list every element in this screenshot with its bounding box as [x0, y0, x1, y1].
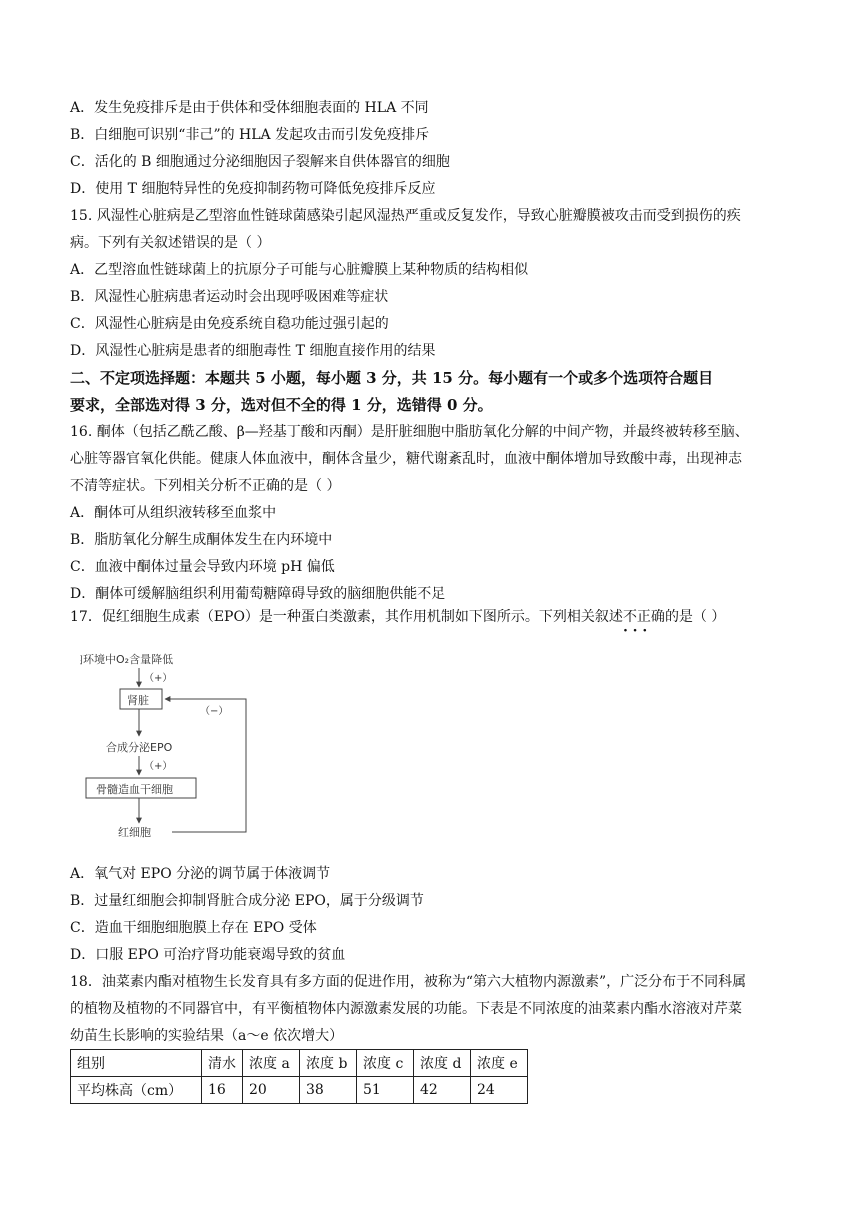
q17-stem [70, 607, 725, 627]
q16-stem-line3: 不清等症状。下列相关分析不正确的是（ ） [70, 478, 341, 494]
table-cell: 16 [202, 1077, 243, 1104]
q16-option-c: C．血液中酮体过量会导致内环境 pH 偏低 [70, 559, 335, 575]
o2-decrease-label: 内环境中O₂含量降低 [80, 653, 174, 666]
table-cell: 平均株高（cm） [71, 1077, 202, 1104]
table-cell: 24 [471, 1077, 528, 1104]
table-cell: 浓度 c [357, 1050, 414, 1077]
table-row [71, 1077, 528, 1104]
q17-stem-emphasis: 不正确 · · · [623, 609, 665, 625]
epo-flowchart [80, 650, 280, 850]
epo-secretion-label: 合成分泌EPO [106, 741, 173, 754]
table-cell: 42 [414, 1077, 471, 1104]
section2-heading-line2: 要求，全部选对得 3 分，选对但不全的得 1 分，选错得 0 分。 [70, 396, 493, 414]
negative-effect-label: （−） [200, 706, 229, 717]
kidney-label: 肾脏 [127, 694, 149, 707]
table-cell: 浓度 b [300, 1050, 357, 1077]
table-cell: 浓度 d [414, 1050, 471, 1077]
table-cell: 20 [243, 1077, 300, 1104]
table-cell: 38 [300, 1077, 357, 1104]
q15-option-c: C．风湿性心脏病是由免疫系统自稳功能过强引起的 [70, 316, 389, 332]
red-blood-cell-label: 红细胞 [118, 826, 151, 839]
q18-stem-line3: 幼苗生长影响的实验结果（a～e 依次增大） [70, 1028, 344, 1044]
positive-effect-label-1: （+） [144, 673, 173, 684]
q15-option-a: A．乙型溶血性链球菌上的抗原分子可能与心脏瓣膜上某种物质的结构相似 [70, 262, 529, 278]
section2-heading-line1: 二、不定项选择题：本题共 5 小题，每小题 3 分，共 15 分。每小题有一个或多个选项符合题目 [70, 369, 714, 387]
q16-option-a: A．酮体可从组织液转移至血浆中 [70, 505, 277, 521]
q15-stem-line2: 病。下列有关叙述错误的是（ ） [70, 235, 271, 251]
table-header-row [71, 1050, 528, 1077]
q17-option-d: D．口服 EPO 可治疗肾功能衰竭导致的贫血 [70, 947, 346, 963]
q16-stem-line2: 心脏等器官氧化供能。健康人体血液中，酮体含量少，糖代谢紊乱时，血液中酮体增加导致酸中毒，出现神志 [70, 451, 742, 467]
results-table [70, 1049, 528, 1104]
q14-option-c: C．活化的 B 细胞通过分泌细胞因子裂解来自供体器官的细胞 [70, 154, 450, 170]
table-cell: 清水 [202, 1050, 243, 1077]
q14-option-b: B．白细胞可识别“非己”的 HLA 发起攻击而引发免疫排斥 [70, 127, 430, 143]
table-cell: 浓度 a [243, 1050, 300, 1077]
q18-stem-line2: 的植物及植物的不同器官中，有平衡植物体内源激素发展的功能。下表是不同浓度的油菜素内酯水溶液对芹菜 [70, 1001, 742, 1017]
q16-stem-line1: 16. 酮体（包括乙酰乙酸、β—羟基丁酸和丙酮）是肝脏细胞中脂肪氧化分解的中间产物，并最终被转移至脑、 [70, 424, 749, 440]
flowchart-svg [80, 650, 280, 850]
feedback-arrow [165, 699, 246, 832]
q17-stem-post: 的是（ ） [664, 609, 726, 625]
q15-stem-line1: 15. 风湿性心脏病是乙型溶血性链球菌感染引起风湿热严重或反复发作，导致心脏瓣膜被攻击而受到损伤的疾 [70, 208, 741, 224]
q15-option-d: D．风湿性心脏病是患者的细胞毒性 T 细胞直接作用的结果 [70, 343, 436, 359]
q17-stem-pre: 17．促红细胞生成素（EPO）是一种蛋白类激素，其作用机制如下图所示。下列相关叙述 [70, 609, 623, 625]
table-cell: 51 [357, 1077, 414, 1104]
positive-effect-label-2: （+） [144, 761, 173, 772]
q16-option-d: D．酮体可缓解脑组织利用葡萄糖障碍导致的脑细胞供能不足 [70, 586, 446, 602]
q17-option-a: A．氧气对 EPO 分泌的调节属于体液调节 [70, 866, 331, 882]
table-cell: 组别 [71, 1050, 202, 1077]
table-cell: 浓度 e [471, 1050, 528, 1077]
q18-stem-line1: 18．油菜素内酯对植物生长发育具有多方面的促进作用，被称为“第六大植物内源激素”，广泛分布于不同科属 [70, 974, 747, 990]
q16-option-b: B．脂肪氧化分解生成酮体发生在内环境中 [70, 532, 333, 548]
stemcell-label: 骨髓造血干细胞 [96, 783, 173, 796]
q17-option-b: B．过量红细胞会抑制肾脏合成分泌 EPO，属于分级调节 [70, 893, 424, 909]
q15-option-b: B．风湿性心脏病患者运动时会出现呼吸困难等症状 [70, 289, 389, 305]
q14-option-a: A．发生免疫排斥是由于供体和受体细胞表面的 HLA 不同 [70, 100, 429, 116]
q14-option-d: D．使用 T 细胞特异性的免疫抑制药物可降低免疫排斥反应 [70, 181, 436, 197]
q17-option-c: C．造血干细胞细胞膜上存在 EPO 受体 [70, 920, 317, 936]
